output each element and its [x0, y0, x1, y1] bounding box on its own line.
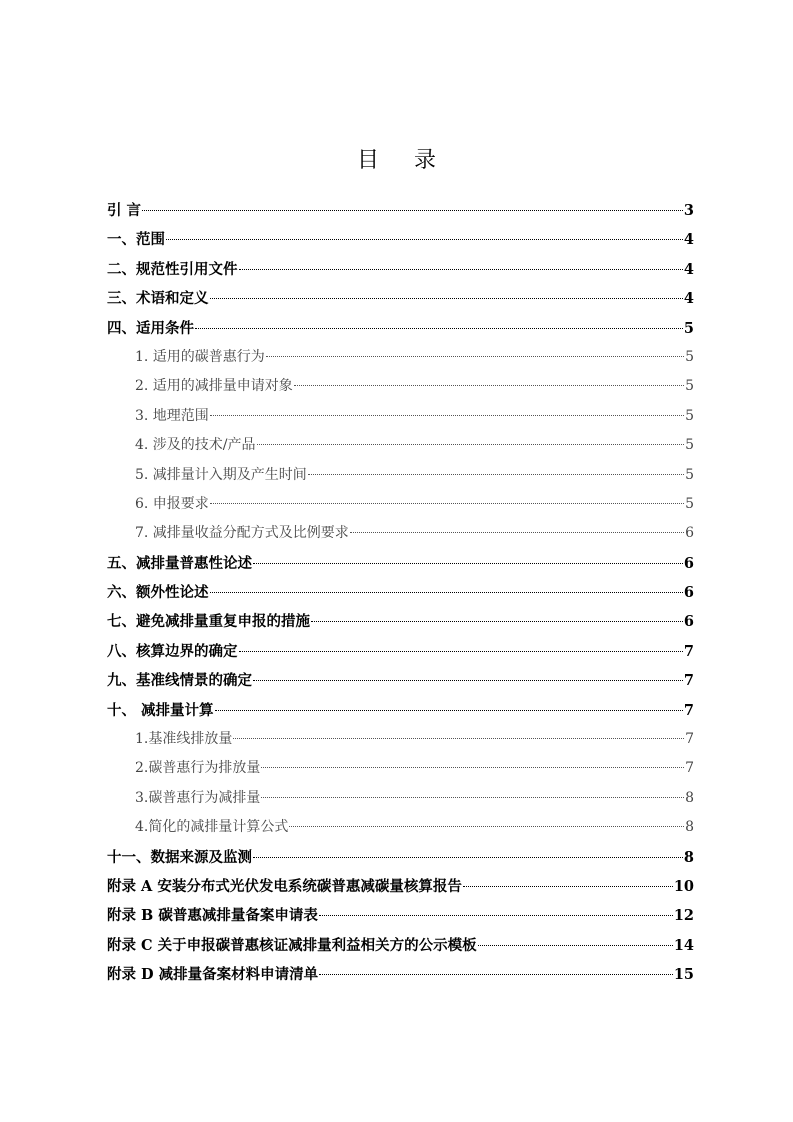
- toc-dot-leader: [210, 298, 683, 299]
- toc-entry-label: 九、基准线情景的确定: [107, 672, 252, 690]
- toc-entry[interactable]: [107, 931, 694, 960]
- toc-entry-page-number: 6: [683, 554, 694, 572]
- toc-entry-page-number: 5: [685, 495, 694, 512]
- toc-entry-page-number: 7: [683, 642, 694, 660]
- toc-entry-label: 引 言: [107, 202, 142, 219]
- toc-entry[interactable]: [107, 725, 694, 754]
- toc-entry-label: 十一、数据来源及监测: [107, 848, 252, 866]
- toc-entry-page-number: 7: [683, 701, 694, 719]
- toc-entry[interactable]: [107, 372, 694, 401]
- toc-entry-label: 七、避免减排量重复申报的措施: [107, 613, 310, 631]
- toc-dot-leader: [210, 415, 684, 416]
- toc-entry[interactable]: [107, 225, 694, 254]
- toc-entry-page-number: 5: [685, 466, 694, 483]
- toc-dot-leader: [308, 474, 684, 475]
- toc-entry-page-number: 5: [685, 378, 694, 395]
- toc-entry[interactable]: [107, 813, 694, 842]
- toc-dot-leader: [253, 563, 683, 564]
- toc-entry[interactable]: [107, 314, 694, 343]
- toc-entry-page-number: 7: [685, 731, 694, 748]
- toc-entry-label: 附录 B 碳普惠减排量备案申请表: [107, 907, 318, 925]
- toc-entry-page-number: 7: [683, 672, 694, 690]
- toc-entry[interactable]: [107, 402, 694, 431]
- toc-dot-leader: [142, 210, 683, 211]
- toc-entry-label: 八、核算边界的确定: [107, 642, 238, 660]
- toc-entry-label: 4.简化的减排量计算公式: [135, 819, 289, 836]
- toc-entry-page-number: 5: [683, 319, 694, 337]
- toc-dot-leader: [210, 592, 683, 593]
- toc-dot-leader: [233, 738, 684, 739]
- toc-entry-page-number: 8: [685, 819, 694, 836]
- toc-dot-leader: [257, 444, 685, 445]
- toc-entry[interactable]: [107, 196, 694, 225]
- toc-dot-leader: [319, 974, 673, 975]
- toc-entry[interactable]: [107, 872, 694, 901]
- toc-dot-leader: [239, 269, 683, 270]
- toc-entry-label: 3.碳普惠行为减排量: [135, 789, 261, 806]
- toc-entry-label: 1.基准线排放量: [135, 731, 233, 748]
- toc-entry[interactable]: [107, 578, 694, 607]
- toc-dot-leader: [266, 356, 684, 357]
- toc-entry[interactable]: [107, 901, 694, 930]
- toc-entry-page-number: 4: [683, 290, 694, 308]
- toc-dot-leader: [239, 651, 683, 652]
- toc-dot-leader: [195, 328, 683, 329]
- toc-entry-page-number: 6: [683, 613, 694, 631]
- toc-entry[interactable]: [107, 960, 694, 989]
- page-title: 目 录: [357, 148, 450, 173]
- toc-entry[interactable]: [107, 343, 694, 372]
- toc-entry[interactable]: [107, 696, 694, 725]
- toc-entry-label: 5. 减排量计入期及产生时间: [135, 466, 307, 483]
- toc-entry-page-number: 8: [685, 789, 694, 806]
- toc-entry-label: 2. 适用的减排量申请对象: [135, 378, 293, 395]
- toc-entry-label: 六、额外性论述: [107, 584, 209, 602]
- toc-dot-leader: [350, 532, 684, 533]
- toc-entry-label: 6. 申报要求: [135, 495, 209, 512]
- toc-entry-page-number: 6: [685, 525, 694, 542]
- toc-dot-leader: [210, 503, 684, 504]
- toc-entry-label: 三、术语和定义: [107, 290, 209, 308]
- toc-entry[interactable]: [107, 754, 694, 783]
- toc-entry-label: 3. 地理范围: [135, 407, 209, 424]
- toc-entry[interactable]: [107, 607, 694, 636]
- toc-dot-leader: [253, 680, 683, 681]
- toc-entry[interactable]: [107, 549, 694, 578]
- toc-entry[interactable]: [107, 284, 694, 313]
- toc-entry-label: 附录 A 安装分布式光伏发电系统碳普惠减碳量核算报告: [107, 877, 462, 895]
- table-of-contents: [107, 196, 694, 990]
- toc-entry-page-number: 4: [683, 260, 694, 278]
- toc-entry-page-number: 5: [685, 437, 694, 454]
- toc-entry-label: 十、 减排量计算: [107, 701, 214, 719]
- toc-entry-label: 附录 C 关于申报碳普惠核证减排量利益相关方的公示模板: [107, 936, 477, 954]
- toc-entry[interactable]: [107, 490, 694, 519]
- toc-dot-leader: [261, 797, 684, 798]
- toc-dot-leader: [478, 945, 673, 946]
- toc-entry-label: 2.碳普惠行为排放量: [135, 760, 261, 777]
- toc-dot-leader: [166, 239, 683, 240]
- toc-entry[interactable]: [107, 461, 694, 490]
- toc-dot-leader: [289, 826, 684, 827]
- toc-entry[interactable]: [107, 637, 694, 666]
- toc-dot-leader: [261, 767, 684, 768]
- toc-entry-label: 四、适用条件: [107, 319, 194, 337]
- toc-dot-leader: [463, 886, 673, 887]
- toc-entry-label: 一、范围: [107, 231, 165, 249]
- toc-entry-page-number: 6: [683, 584, 694, 602]
- toc-dot-leader: [319, 915, 673, 916]
- toc-entry[interactable]: [107, 843, 694, 872]
- toc-entry-page-number: 5: [685, 348, 694, 365]
- toc-dot-leader: [294, 385, 684, 386]
- toc-entry-page-number: 8: [683, 848, 694, 866]
- toc-dot-leader: [253, 857, 683, 858]
- toc-dot-leader: [215, 710, 683, 711]
- toc-entry[interactable]: [107, 519, 694, 548]
- toc-entry[interactable]: [107, 431, 694, 460]
- toc-entry-page-number: 3: [683, 202, 694, 219]
- toc-entry-label: 附录 D 减排量备案材料申请清单: [107, 966, 319, 984]
- toc-entry-label: 4. 涉及的技术/产品: [135, 437, 256, 454]
- toc-dot-leader: [311, 621, 683, 622]
- toc-entry-page-number: 12: [673, 907, 694, 925]
- toc-entry-page-number: 5: [685, 407, 694, 424]
- toc-entry-page-number: 10: [673, 877, 694, 895]
- toc-entry[interactable]: [107, 255, 694, 284]
- toc-entry-label: 7. 减排量收益分配方式及比例要求: [135, 525, 349, 542]
- toc-entry-label: 1. 适用的碳普惠行为: [135, 348, 265, 365]
- toc-entry-label: 五、减排量普惠性论述: [107, 554, 252, 572]
- toc-entry-page-number: 15: [673, 966, 694, 984]
- toc-entry[interactable]: [107, 784, 694, 813]
- toc-entry-label: 二、规范性引用文件: [107, 260, 238, 278]
- toc-entry[interactable]: [107, 666, 694, 695]
- toc-entry-page-number: 4: [683, 231, 694, 249]
- toc-entry-page-number: 7: [685, 760, 694, 777]
- toc-entry-page-number: 14: [673, 936, 694, 954]
